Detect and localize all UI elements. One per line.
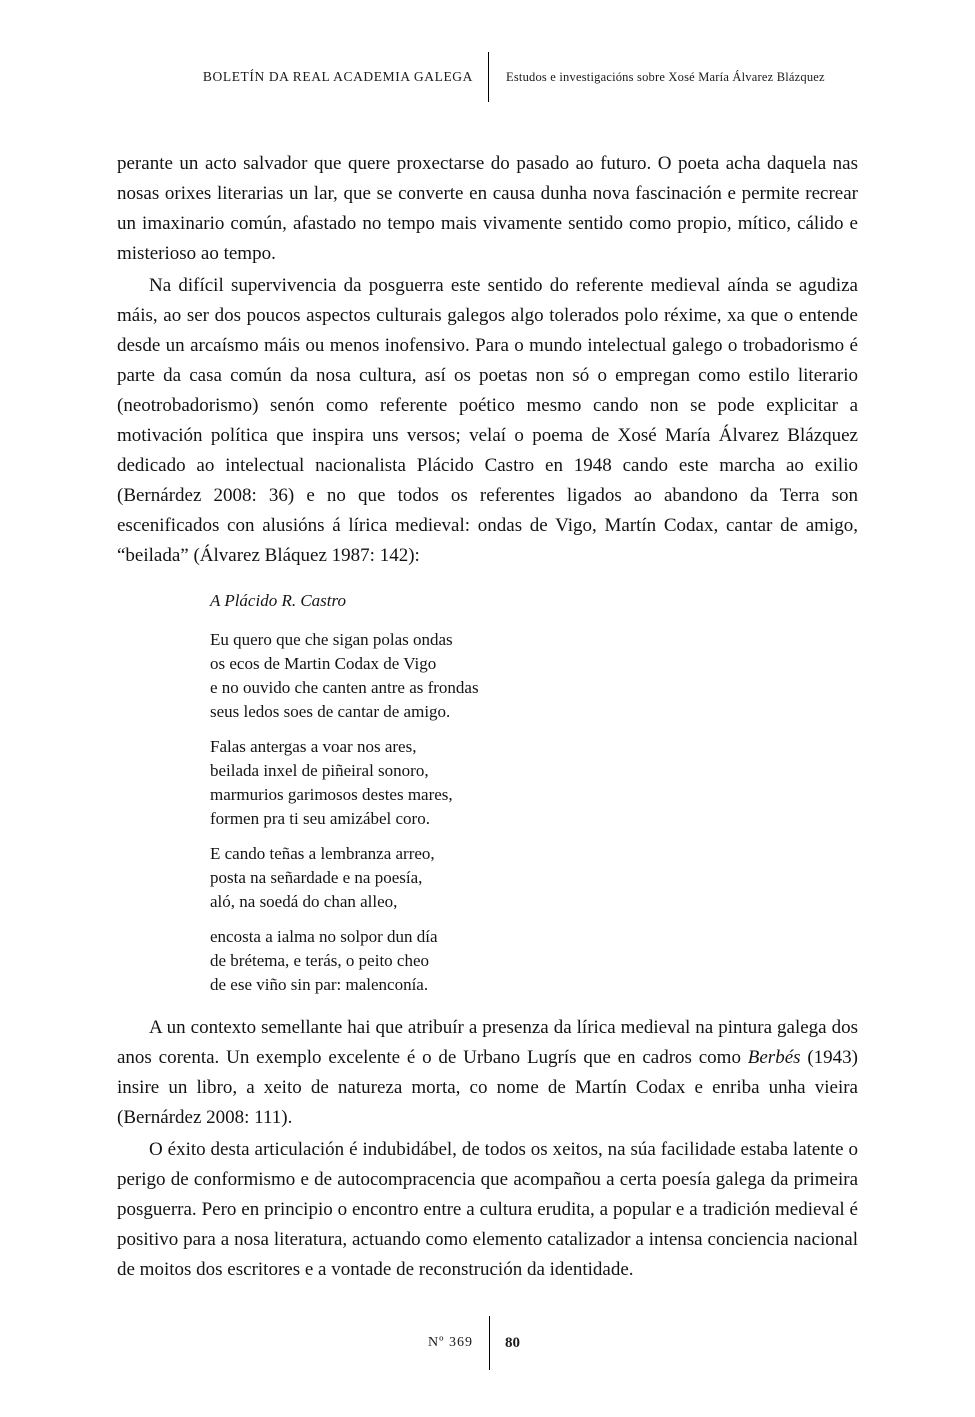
poem-stanza-1 [210,628,858,724]
poem-line: Eu quero que che sigan polas ondas [210,630,453,649]
journal-title: BOLETÍN DA REAL ACADEMIA GALEGA [202,69,473,84]
artwork-title: Berbés [747,1047,801,1068]
page-number: 80 [505,1334,520,1351]
paragraph-2: Na difícil supervivencia da posguerra este sentido do referente medieval aínda se agudiza máis, ao ser dos poucos aspectos culturais galegos algo tolerados polo réxime, xa que o entende desde un arcaísmo máis ou menos inofensivo. Para o mundo intelectual galego o trobadorismo é parte da casa común da nosa cultura, así os poetas non só o empregan como estilo literario (neotrobadorismo) senón como referente poético mesmo cando non se pode explicitar a motivación política que inspira uns versos; velaí o poema de Xosé María Álvarez Blázquez dedicado ao intelectual nacionalista Plácido Castro en 1948 cando este marcha ao exilio (Bernárdez 2008: 36) e no que todos os referentes ligados ao abandono da Terra son escenificados con alusións á lírica medieval: ondas de Vigo, Martín Codax, cantar de amigo, “beilada” (Álvarez Bláquez 1987: 142): [117,275,858,566]
poem-line: de brétema, e terás, o peito cheo [210,951,430,970]
poem-line: marmurios garimosos destes mares, [210,785,453,804]
paragraph-3-text-before: A un contexto semellante hai que atribuír a presenza da lírica medieval na pintura galega dos anos corenta. Un exemplo excelente é o de Urbano Lugrís que en cadros como [117,1017,858,1068]
paragraph-4: O éxito desta articulación é indubidábel, de todos os xeitos, na súa facilidade estaba latente o perigo de conformismo e de autocompracencia que acompañou a certa poesía galega da primeira posguerra. Pero en principio o encontro entre a cultura erudita, a popular e a tradición medieval é positivo para a nosa literatura, actuando como elemento catalizador a intensa conciencia nacional de moitos dos escritores e a vontade de reconstrución da identidade. [117,1139,858,1280]
poem-line: os ecos de Martin Codax de Vigo [210,654,437,673]
poem-stanza-2 [210,735,858,831]
poem-line: de ese viño sin par: malenconía. [210,975,429,994]
page-header [117,52,858,102]
poem-line: E cando teñas a lembranza arreo, [210,844,435,863]
section-title: Estudos e investigacións sobre Xosé María Álvarez Blázquez [506,69,825,84]
paragraph-1: perante un acto salvador que quere proxectarse do pasado ao futuro. O poeta acha daquela nas nosas orixes literarias un lar, que se converte en causa dunha nova fascinación e permite recrear un imaxinario común, afastado no tempo mais vivamente sentido como propio, mítico, cálido e misterioso ao tempo. [117,153,858,264]
poem-line: encosta a ialma no solpor dun día [210,927,438,946]
poem-stanza-3 [210,842,858,914]
poem-line: formen pra ti seu amizábel coro. [210,809,430,828]
poem-stanza-4 [210,925,858,997]
issue-number: Nº 369 [428,1335,473,1350]
poem-line: beilada inxel de piñeiral sonoro, [210,761,429,780]
page-footer [117,1316,858,1370]
article-body [117,149,858,1285]
poem-line: aló, na soedá do chan alleo, [210,892,398,911]
poem-line: e no ouvido che canten antre as frondas [210,678,479,697]
poem-line: posta na señardade e na poesía, [210,868,423,887]
paragraph-3-text-after: (1943) insire un libro, a xeito de natureza morta, co nome de Martín Codax e enriba unha vieira (Bernárdez 2008: 111). [117,1047,858,1128]
poem-line: seus ledos soes de cantar de amigo. [210,702,451,721]
paragraph-3 [117,1013,858,1133]
poem-line: Falas antergas a voar nos ares, [210,737,417,756]
poem-dedication: A Plácido R. Castro [210,591,346,610]
poem-block [210,589,858,997]
